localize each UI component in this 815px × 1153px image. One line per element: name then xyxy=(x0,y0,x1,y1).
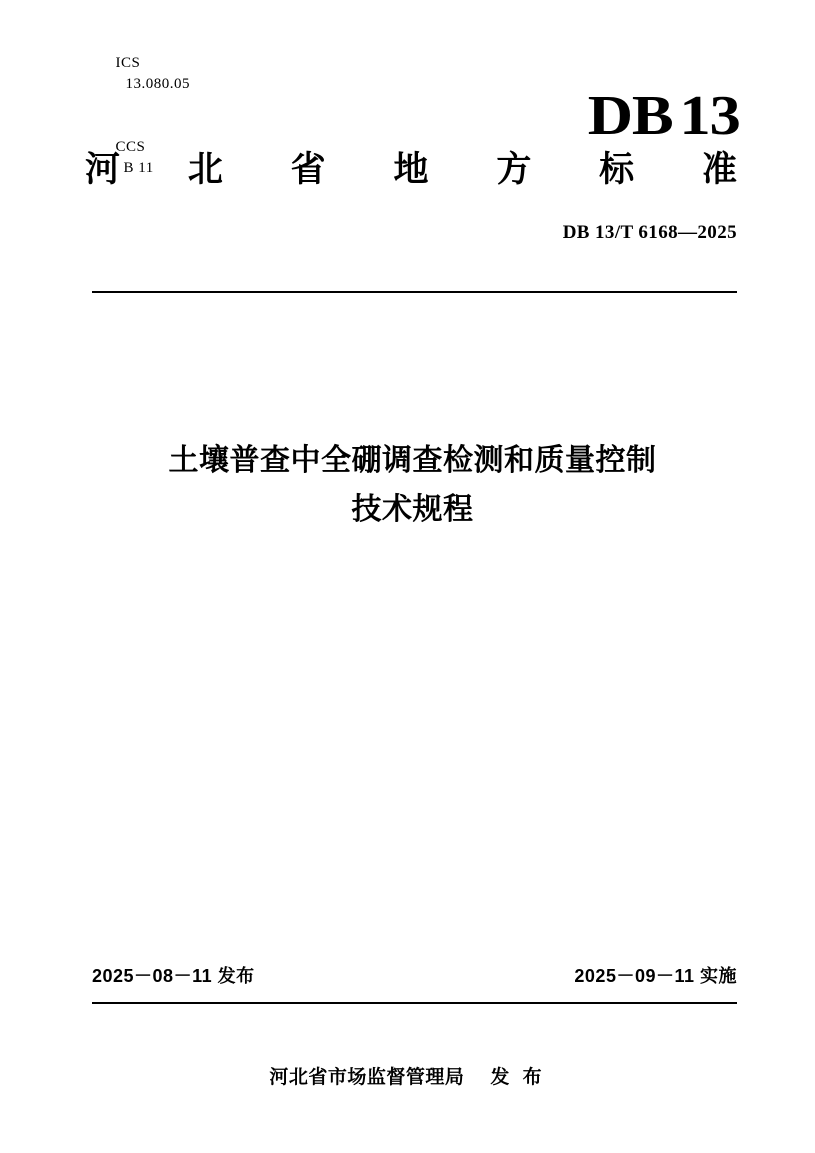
divider-top xyxy=(92,291,737,293)
db-logo-prefix: DB xyxy=(587,85,673,147)
heading-char-4: 方 xyxy=(496,150,532,189)
date-row xyxy=(92,964,737,988)
ics-code-row xyxy=(90,32,190,116)
ccs-label: CCS xyxy=(115,139,146,155)
heading-char-3: 地 xyxy=(393,150,429,189)
standard-heading xyxy=(85,148,737,192)
issue-date: 2025－08－11 发布 xyxy=(92,966,255,986)
standard-number: DB 13/T 6168—2025 xyxy=(562,222,737,243)
heading-char-5: 标 xyxy=(599,150,635,189)
document-title-line-1: 土壤普查中全硼调查检测和质量控制 xyxy=(168,444,657,477)
publisher-line xyxy=(0,1062,815,1089)
ccs-value: B 11 xyxy=(123,160,154,176)
ics-value: 13.080.05 xyxy=(125,76,190,92)
ics-label: ICS xyxy=(115,55,141,71)
document-title-line-2: 技术规程 xyxy=(351,493,474,526)
document-title xyxy=(110,436,715,534)
heading-char-0: 河 xyxy=(85,150,121,189)
heading-char-6: 准 xyxy=(701,150,737,189)
heading-char-1: 北 xyxy=(187,150,223,189)
divider-bottom xyxy=(92,1002,737,1004)
publisher-organization: 河北省市场监督管理局 xyxy=(269,1067,465,1088)
db-logo-number: 13 xyxy=(679,85,740,147)
publisher-action: 发 布 xyxy=(490,1067,546,1088)
db-logo xyxy=(587,85,740,147)
effective-date: 2025－09－11 实施 xyxy=(574,966,737,986)
heading-char-2: 省 xyxy=(290,150,326,189)
